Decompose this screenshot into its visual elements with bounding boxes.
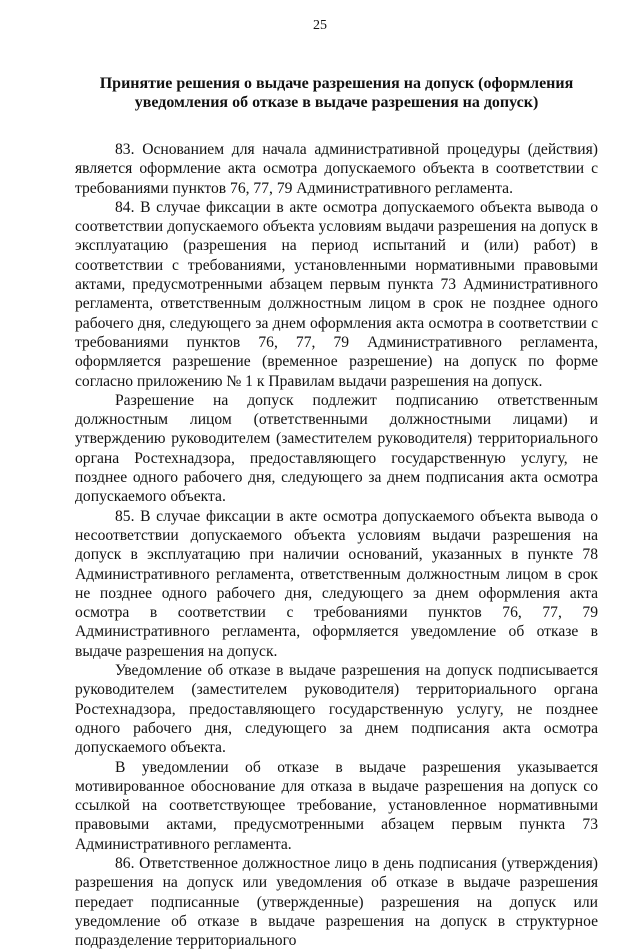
body-text [75, 140, 598, 950]
page-number: 25 [313, 18, 327, 33]
section-heading-line-2: уведомления об отказе в выдаче разрешения на допуск) [134, 94, 539, 111]
paragraph-85-notice-content: В уведомлении об отказе в выдаче разрешения указывается мотивированное обоснование для отказа в выдаче разрешения на допуск со ссылкой на соответствующее требование, установленное нормативными правовыми актами, предусмотренными абзацем первым пункта 73 Административного регламента. [75, 758, 598, 853]
section-heading [75, 74, 598, 112]
paragraph-84-signing: Разрешение на допуск подлежит подписанию ответственным должностным лицом (ответственными должностными лицами) и утверждению руководителем (заместителем руководителя) территориального органа Ростехнадзора, предоставляющего государственную услугу, не позднее одного рабочего дня, следующего за днем подписания акта осмотра допускаемого объекта. [75, 391, 598, 506]
paragraph-85: 85. В случае фиксации в акте осмотра допускаемого объекта вывода о несоответствии допускаемого объекта условиям выдачи разрешения на допуск в эксплуатацию при наличии оснований, указанных в пункте 78 Административного регламента, ответственным должностным лицом в срок не позднее одного рабочего дня, следующего за днем оформления акта осмотра в соответствии с требованиями пунктов 76, 77, 79 Административного регламента, оформляется уведомление об отказе в выдаче разрешения на допуск. [75, 507, 598, 660]
paragraph-84: 84. В случае фиксации в акте осмотра допускаемого объекта вывода о соответствии допускаемого объекта условиям выдачи разрешения на допуск в эксплуатацию (разрешения на период испытаний и (или) работ) в соответствии с требованиями, установленными нормативными правовыми актами, предусмотренными абзацем первым пункта 73 Административного регламента, ответственным должностным лицом в срок не позднее одного рабочего дня, следующего за днем оформления акта осмотра в соответствии с требованиями пунктов 76, 77, 79 Административного регламента, оформляется разрешение (временное разрешение) на допуск по форме согласно приложению № 1 к Правилам выдачи разрешения на допуск. [75, 198, 598, 390]
paragraph-85-notice-signing: Уведомление об отказе в выдаче разрешения на допуск подписывается руководителем (заместителем руководителя) территориального органа Ростехнадзора, предоставляющего государственную услугу, не позднее одного рабочего дня, следующего за днем подписания акта осмотра допускаемого объекта. [75, 662, 598, 757]
section-heading-line-1: Принятие решения о выдаче разрешения на допуск (оформления [99, 75, 574, 92]
paragraph-86: 86. Ответственное должностное лицо в день подписания (утверждения) разрешения на допуск или уведомления об отказе в выдаче разрешения передает подписанные (утвержденные) разрешения на допуск или уведомление об отказе в выдаче разрешения на допуск в структурное подразделение территориального [75, 854, 598, 950]
paragraph-83: 83. Основанием для начала административной процедуры (действия) является оформление акта осмотра допускаемого объекта в соответствии с требованиями пунктов 76, 77, 79 Административного регламента. [75, 141, 598, 197]
